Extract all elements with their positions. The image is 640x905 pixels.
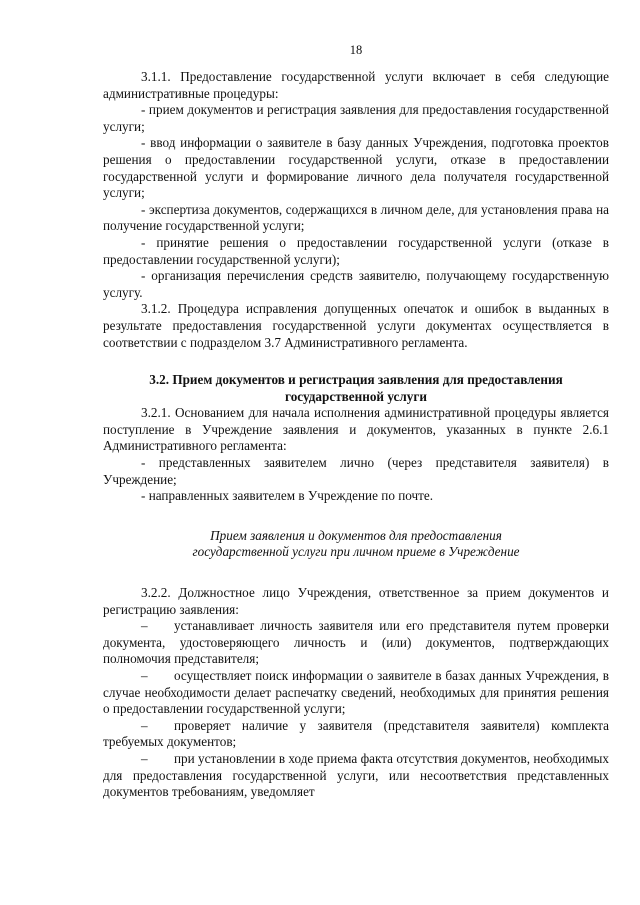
list-item: - принятие решения о предоставлении государственной услуги (отказе в предоставлении государственной услуги);	[103, 234, 609, 267]
section-heading-line: государственной услуги	[285, 388, 427, 404]
list-item: - направленных заявителем в Учреждение по почте.	[141, 488, 434, 504]
list-item: - ввод информации о заявителе в базу данных Учреждения, подготовка проектов решения о предоставлении государственной услуги, отказе в предоставлении государственной услуги и формирование личного дела получателя государственной услуги;	[103, 135, 609, 201]
list-item: – проверяет наличие у заявителя (представителя заявителя) комплекта требуемых документов;	[103, 717, 609, 750]
document-body	[103, 69, 609, 801]
page-number: 18	[349, 43, 363, 57]
list-item: – устанавливает личность заявителя или его представителя путем проверки документа, удостоверяющего личность и (или) документов, подтверждающих полномочия представителя;	[103, 618, 609, 667]
subsection-heading	[103, 528, 609, 561]
list-item: - прием документов и регистрация заявления для предоставления государственной услуги;	[103, 102, 609, 134]
paragraph-3-2-1: 3.2.1. Основанием для начала исполнения административной процедуры является поступление в Учреждение заявления и документов, указанных в пункте 2.6.1 Административного регламента:	[103, 405, 609, 454]
subsection-heading-line: Прием заявления и документов для предоставления	[210, 527, 502, 543]
section-heading-line: 3.2. Прием документов и регистрация заявления для предоставления	[149, 372, 563, 388]
list-item: - представленных заявителем лично (через представителя заявителя) в Учреждение;	[103, 455, 609, 487]
list-item: - экспертиза документов, содержащихся в личном деле, для установления права на получение государственной услуги;	[103, 201, 609, 234]
list-item: - организация перечисления средств заявителю, получающему государственную услугу.	[103, 268, 609, 300]
paragraph-3-1-2: 3.1.2. Процедура исправления допущенных опечаток и ошибок в выданных в результате предоставления государственной услуги документах осуществляется в соответствии с подразделом 3.7 Административного регламента.	[103, 301, 609, 350]
paragraph-3-1-1: 3.1.1. Предоставление государственной услуги включает в себя следующие административные процедуры:	[103, 69, 609, 101]
list-item: – осуществляет поиск информации о заявителе в базах данных Учреждения, в случае необходимости делает распечатку сведений, необходимых для принятия решения о предоставлении государственной услуги;	[103, 668, 609, 717]
paragraph-3-2-2: 3.2.2. Должностное лицо Учреждения, ответственное за прием документов и регистрацию заявления:	[103, 585, 609, 617]
subsection-heading-line: государственной услуги при личном приеме в Учреждение	[192, 544, 520, 560]
list-item: – при установлении в ходе приема факта отсутствия документов, необходимых для предоставления государственной услуги, или несоответствия представленных документов требованиям, уведомляет	[103, 750, 609, 800]
section-heading-3-2	[103, 372, 609, 405]
